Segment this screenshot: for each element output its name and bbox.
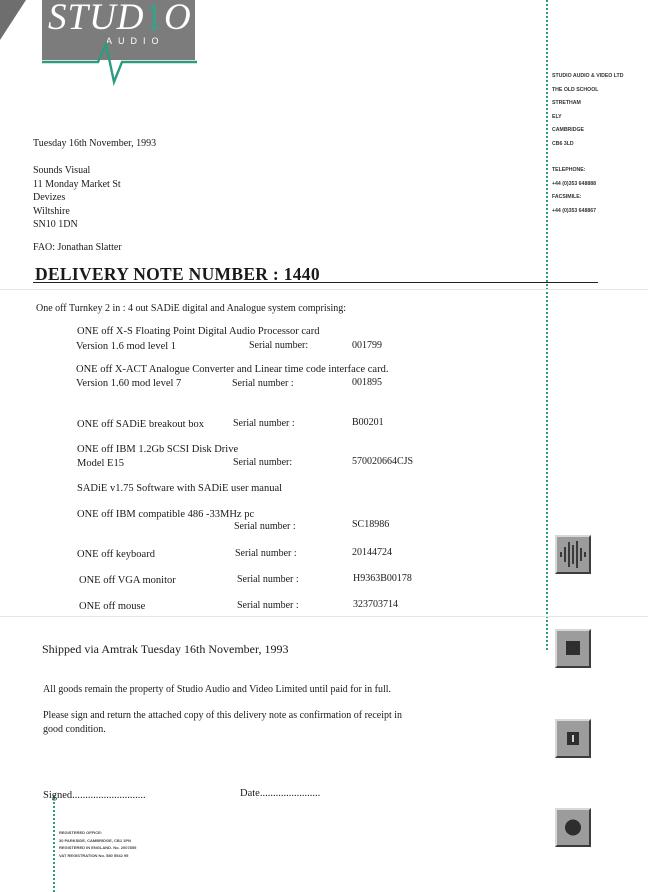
facsimile-value: +44 (0)353 648867 [552, 207, 596, 214]
serial-value: 001895 [352, 377, 382, 388]
footer-line: REGISTERED IN ENGLAND. No. 2007855 [59, 845, 137, 850]
company-line: STRETHAM [552, 100, 581, 106]
serial-value: B00201 [352, 417, 384, 428]
item-keyboard: ONE off keyboard [77, 549, 155, 560]
dotted-rule-right [546, 0, 548, 650]
terms-line: All goods remain the property of Studio Audio and Video Limited until paid for in full. [43, 684, 392, 695]
company-line: CAMBRIDGE [552, 127, 584, 133]
instructions-line-1: Please sign and return the attached copy of this delivery note as confirmation of receipt in [43, 710, 403, 721]
scan-corner-shadow [0, 0, 26, 40]
facsimile-label: FACSIMILE: [552, 194, 582, 200]
registered-office-footer [59, 829, 136, 859]
waveform-icon [555, 535, 591, 574]
company-line: STUDIO AUDIO & VIDEO LTD [552, 73, 624, 79]
footer-line: 30 PARKSIDE, CAMBRIDGE, CB1 1PN [59, 837, 131, 843]
item-xs-card-version: Version 1.6 mod level 1 [76, 341, 177, 352]
recipient-line: Sounds Visual [33, 165, 91, 176]
intro-line: One off Turnkey 2 in : 4 out SADiE digital and Analogue system comprising: [36, 303, 347, 314]
recipient-line: 11 Monday Market St [33, 178, 121, 190]
item-disk-drive-model: Model E15 [77, 458, 124, 469]
footer-line: VAT REGISTRATION No. 580 5542 95 [59, 852, 129, 858]
logo-wave-icon [42, 40, 197, 86]
recipient-line: Devizes [33, 192, 66, 204]
title-underline [33, 282, 598, 283]
serial-value: H9363B00178 [353, 573, 412, 584]
recipient-line: Wiltshire [33, 205, 70, 217]
serial-label: Serial number: [233, 457, 293, 468]
logo-wordmark [48, 0, 192, 39]
fao-line: FAO: Jonathan Slatter [33, 242, 122, 253]
signed-field: Signed............................ [43, 790, 146, 801]
item-xact-card-version: Version 1.60 mod level 7 [76, 378, 182, 389]
serial-label: Serial number : [237, 600, 299, 611]
item-pc: ONE off IBM compatible 486 -33MHz pc [77, 509, 255, 520]
company-address-block [552, 73, 644, 221]
logo-name-part1: STUD [48, 0, 145, 38]
item-software: SADiE v1.75 Software with SADiE user manual [77, 483, 283, 494]
serial-value: 570020664CJS [352, 456, 414, 467]
instructions-line-2: good condition. [43, 724, 106, 735]
serial-value: 001799 [352, 340, 382, 351]
record-icon [555, 808, 591, 847]
logo-subtitle: AUDIO [106, 36, 165, 46]
serial-label: Serial number : [232, 378, 294, 389]
pause-icon [555, 719, 591, 758]
stop-icon [555, 629, 591, 668]
paper-fold [0, 289, 648, 290]
serial-value: 20144724 [352, 547, 392, 558]
company-line: THE OLD SCHOOL [552, 86, 599, 93]
letter-date: Tuesday 16th November, 1993 [33, 138, 157, 149]
logo-name-digit: 1 [144, 0, 165, 38]
page-title: DELIVERY NOTE NUMBER : 1440 [35, 264, 320, 284]
serial-label: Serial number : [237, 574, 299, 585]
serial-label: Serial number : [235, 548, 297, 559]
item-mouse: ONE off mouse [79, 601, 146, 612]
serial-label: Serial number: [249, 340, 309, 351]
serial-label: Serial number : [234, 521, 296, 532]
telephone-value: +44 (0)353 648888 [552, 180, 596, 187]
recipient-address [33, 164, 121, 232]
telephone-label: TELEPHONE: [552, 167, 586, 173]
company-line: CB6 3LD [552, 140, 574, 147]
dotted-rule-left [53, 795, 55, 892]
item-xact-card: ONE off X-ACT Analogue Converter and Linear time code interface card. [76, 364, 389, 375]
serial-label: Serial number : [233, 418, 295, 429]
paper-fold [0, 616, 648, 617]
company-line: ELY [552, 113, 562, 120]
item-monitor: ONE off VGA monitor [79, 575, 176, 586]
shipped-line: Shipped via Amtrak Tuesday 16th November, 1993 [42, 642, 289, 656]
footer-line: REGISTERED OFFICE: [59, 830, 103, 835]
logo-name-part2: O [164, 0, 192, 38]
serial-value: SC18986 [352, 519, 390, 530]
serial-value: 323703714 [353, 599, 398, 610]
recipient-line: SN10 1DN [33, 219, 78, 231]
item-xs-card: ONE off X-S Floating Point Digital Audio Processor card [77, 326, 320, 337]
date-field: Date....................... [240, 788, 321, 799]
item-disk-drive: ONE off IBM 1.2Gb SCSI Disk Drive [77, 444, 239, 455]
item-breakout-box: ONE off SADiE breakout box [77, 419, 204, 430]
